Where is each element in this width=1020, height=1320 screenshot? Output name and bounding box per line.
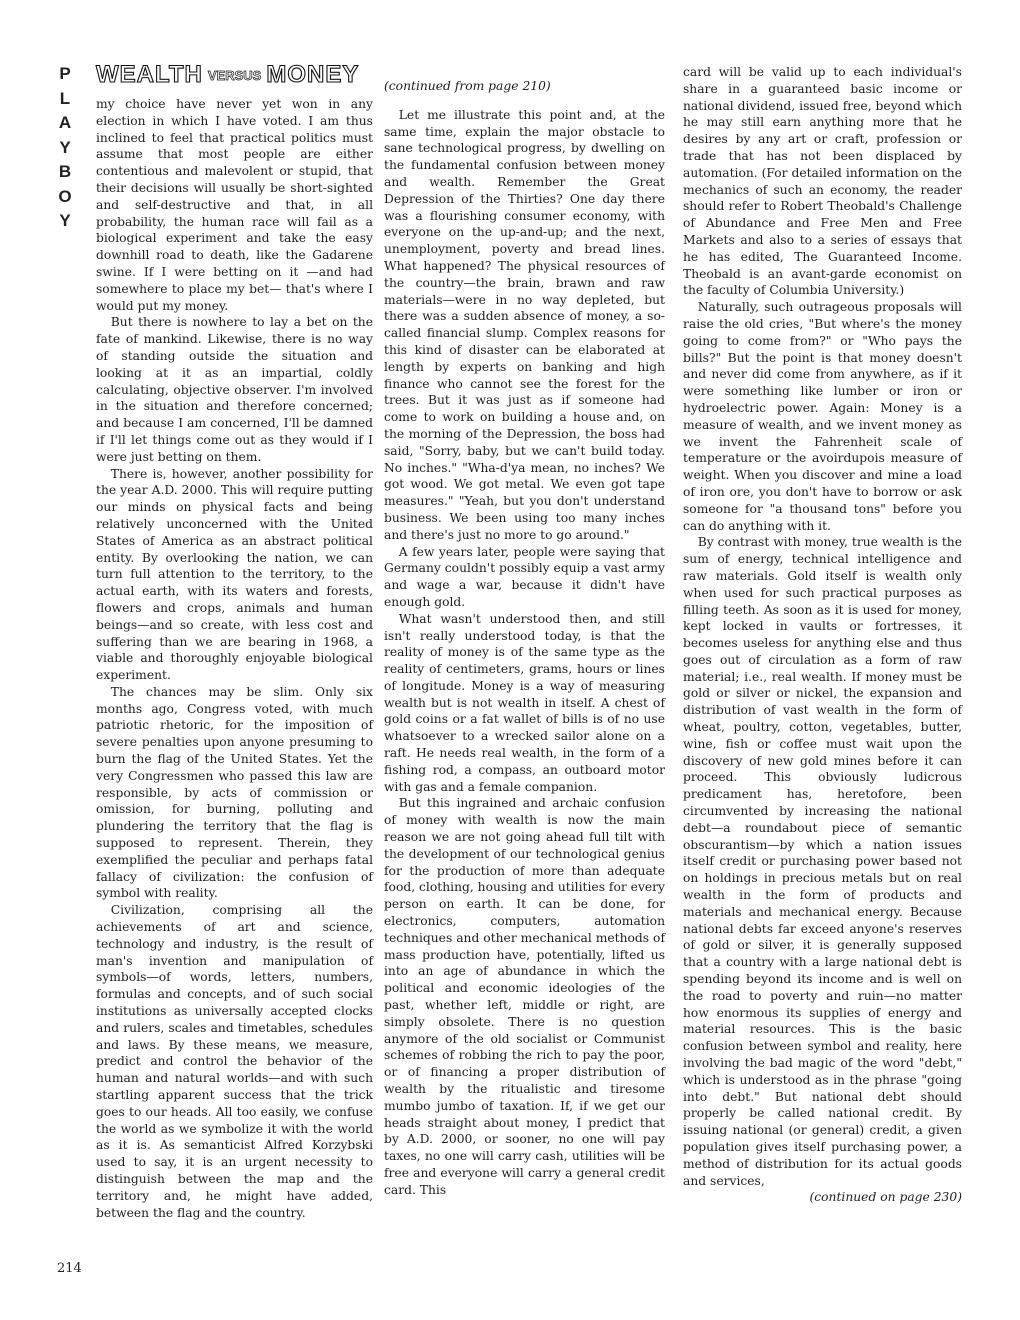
magazine-masthead xyxy=(50,62,80,234)
paragraph: A few years later, people were saying that Germany couldn't possibly equip a vast army and wage a war, because it didn't have enough gold. xyxy=(384,544,665,609)
page-number: 214 xyxy=(57,1261,82,1276)
paragraph: my choice have never yet won in any election in which I have voted. I am thus inclined to feel that practical politics must assume that most people are either contentious and malevolent or stupid, that their decisions will usually be short-sighted and self-destructive and that, in all probability, the human race will fail as a biological experiment and take the easy downhill road to death, like the Gadarene swine. If I were betting on it —and had somewhere to place my bet— that's where I would put my money. xyxy=(96,97,373,313)
paragraph: But this ingrained and archaic confusion of money with wealth is now the main reason we are not going ahead full tilt with the development of our technological genius for the production of more than adequate food, clothing, housing and utilities for every person on earth. It can be done, for electronics, computers, automation techniques and other mechanical methods of mass production have, potentially, lifted us into an age of abundance in which the political and economic ideologies of the past, whether left, middle or right, are simply obsolete. There is no question anymore of the old socialist or Communist schemes of robbing the rich to pay the poor, or of financing a proper distribution of wealth by the ritualistic and tiresome mumbo jumbo of taxation. If, if we get our heads straight about money, I predict that by A.D. 2000, or sooner, no one will pay taxes, no one will carry cash, utilities will be free and everyone will carry a general credit card. This xyxy=(384,796,665,1197)
paragraph: But there is nowhere to lay a bet on the fate of mankind. Likewise, there is no way of standing outside the situation and looking at it as an impartial, coldly calculating, objective observer. I'm involved in the situation and therefore concerned; and because I am concerned, I'll be damned if I'll let things come out as they would if I were just betting on them. xyxy=(96,315,373,464)
paragraph: The chances may be slim. Only six months ago, Congress voted, with much patriotic rhetoric, for the imposition of severe penalties upon anyone presuming to burn the flag of the United States. Yet the very Congressmen who passed this law are responsible, by acts of commission or omission, for burning, polluting and plundering the territory that the flag is supposed to represent. Therein, they exemplified the peculiar and perhaps fatal fallacy of civilization: the confusion of symbol with reality. xyxy=(96,684,373,901)
masthead-letter: A xyxy=(58,113,72,132)
paragraph: Let me illustrate this point and, at the same time, explain the major obstacle to sane technological progress, by dwelling on the fundamental confusion between money and wealth. Remember the Great Depression of the Thirties? One day there was a flourishing consumer economy, with everyone on the up-and-up; and the next, unemployment, poverty and bread lines. What happened? The physical resources of the country—the brain, brawn and raw materials—were in no way depleted, but there was a sudden absence of money, a so-called financial slump. Complex reasons for this kind of disaster can be elaborated at length by experts on banking and high finance who cannot see the forest for the trees. But it was just as if someone had come to work on building a house and, on the morning of the Depression, the boss had said, "Sorry, baby, but we can't build today. No inches." "Wha-d'ya mean, no inches? We got wood. We got metal. We even got tape measures." "Yeah, but you don't understand business. We been using too many inches and there's just no more to go around." xyxy=(384,107,665,542)
article-headline xyxy=(96,60,374,90)
headline-versus: VERSUS xyxy=(207,67,262,83)
headline-wealth: WEALTH xyxy=(96,61,203,88)
paragraph: Naturally, such outrageous proposals will raise the old cries, "But where's the money going to come from?" or "Who pays the bills?" But the point is that money doesn't and never did come from anywhere, as if it were something like lumber or iron or hydroelectric power. Again: Money is a measure of wealth, and we invent money as we invent the Fahrenheit scale of temperature or the avoirdupois measure of weight. When you discover and mine a load of iron ore, you don't have to borrow or ask someone for "a thousand tons" before you can do anything with it. xyxy=(683,300,962,533)
paragraph: Civilization, comprising all the achievements of art and science, technology and industry, is the result of man's invention and manipulation of symbols—of words, letters, numbers, formulas and concepts, and of such social institutions as universally accepted clocks and rulers, scales and timetables, schedules and laws. By these means, we measure, predict and control the behavior of the human and natural worlds—and with such startling apparent success that the trick goes to our heads. All too easily, we confuse the world as we symbolize it with the world as it is. As semanticist Alfred Korzybski used to say, it is an urgent necessity to distinguish between the map and the territory and, he might have added, between the flag and the country. xyxy=(96,903,373,1220)
paragraph: By contrast with money, true wealth is the sum of energy, technical intelligence and raw materials. Gold itself is wealth only when used for such practical purposes as filling teeth. As soon as it is used for money, kept locked in vaults or fortresses, it becomes useless for anything else and thus goes out of circulation as a form of raw material; i.e., real wealth. If money must be gold or silver or nickel, the expansion and distribution of vast wealth in the form of wheat, poultry, cotton, vegetables, butter, wine, fish or coffee must wait upon the discovery of new gold mines before it can proceed. This obviously ludicrous predicament has, heretofore, been circumvented by increasing the national debt—a roundabout piece of semantic obscurantism—by which a nation issues itself credit or purchasing power based not on holdings in precious metals but on real wealth in the form of products and materials and mechanical energy. Because national debts far exceed anyone's reserves of gold or silver, it is generally supposed that a country with a large national debt is spending beyond its income and is well on the road to poverty and ruin—no matter how enormous its supplies of energy and material resources. This is the basic confusion between symbol and reality, here involving the bad magic of the word "debt," which is understood as in the phrase "going into debt." But national debt should properly be called national credit. By issuing national (or general) credit, a given population gives itself purchasing power, a method of distribution for its actual goods and services, xyxy=(683,535,962,1188)
headline-money: MONEY xyxy=(266,61,360,88)
masthead-letter: Y xyxy=(59,211,71,230)
masthead-letter: L xyxy=(59,88,71,108)
article-column-3 xyxy=(683,64,962,1206)
masthead-letter: Y xyxy=(59,137,71,157)
continued-from-note: (continued from page 210) xyxy=(384,79,551,93)
continued-on-note: (continued on page 230) xyxy=(809,1190,962,1205)
masthead-letter: B xyxy=(58,162,72,181)
article-column-2 xyxy=(384,78,665,1199)
article-column-1 xyxy=(96,96,373,1221)
paragraph: There is, however, another possibility for the year A.D. 2000. This will require putting our minds on physical facts and being relatively unconcerned with the United States of America as an abstract political entity. By overlooking the nation, we can turn full attention to the territory, to the actual earth, with its waters and forests, flowers and crops, animals and human beings—and so create, with less cost and suffering than we are bearing in 1968, a viable and thoroughly enjoyable biological experiment. xyxy=(96,466,373,683)
masthead-letter: P xyxy=(59,64,71,83)
paragraph: What wasn't understood then, and still isn't really understood today, is that the reality of money is of the same type as the reality of centimeters, grams, hours or lines of longitude. Money is a way of measuring wealth but is not wealth in itself. A chest of gold coins or a fat wallet of bills is of no use whatsoever to a wrecked sailor alone on a raft. He needs real wealth, in the form of a fishing rod, a compass, an outboard motor with gas and a female companion. xyxy=(384,611,665,794)
paragraph: card will be valid up to each individual's share in a guaranteed basic income or national dividend, issued free, beyond which he may still earn anything more that he desires by any art or craft, profession or trade that has not been displaced by automation. (For detailed information on the mechanics of such an economy, the reader should refer to Robert Theobald's Challenge of Abundance and Free Men and Free Markets and also to a series of essays that he has edited, The Guaranteed Income. Theobald is an avant-garde economist on the faculty of Columbia University.) xyxy=(683,65,962,298)
masthead-letter: O xyxy=(58,186,72,206)
